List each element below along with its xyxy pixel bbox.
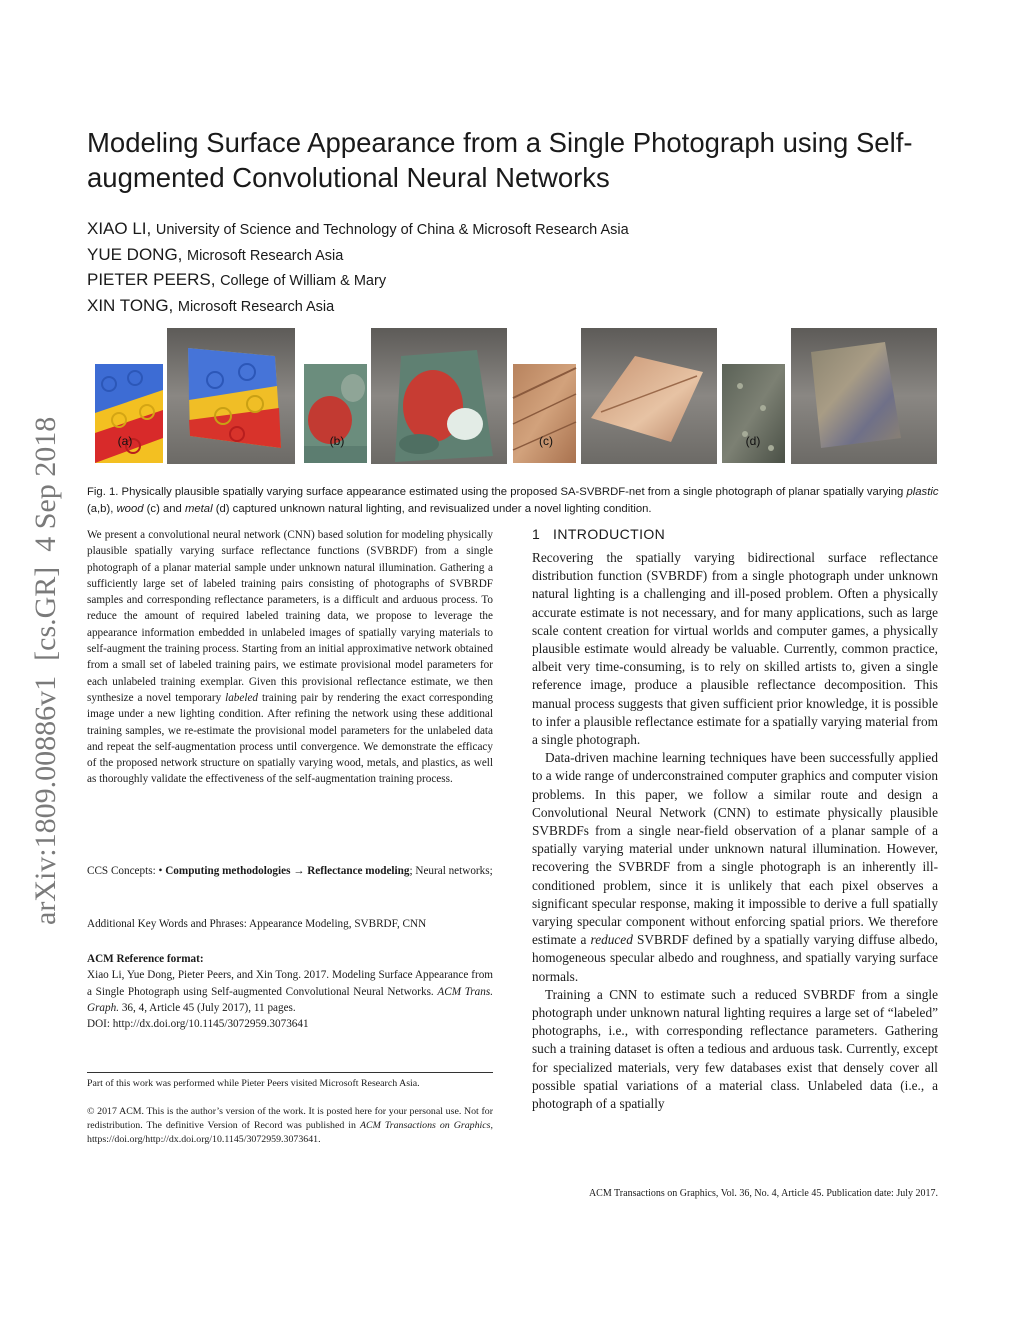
- author-entry: [87, 294, 947, 320]
- arxiv-stamp-text: arXiv:1809.00886v1 [cs.GR] 4 Sep 2018: [29, 416, 62, 925]
- ccs-concepts: [87, 863, 493, 879]
- panel-label-d: (d): [745, 434, 761, 448]
- panel-a-render: [167, 328, 295, 464]
- panel-c-render: [581, 328, 717, 464]
- author-affiliation: University of Science and Technology of China & Microsoft Research Asia: [155, 222, 629, 238]
- panel-d-input-photo: [722, 364, 785, 463]
- intro-paragraph: Recovering the spatially varying bidirectional surface reflectance distribution function (SVBRDF) from a single photograph under unknown natural lighting is a challenging and ill-posed problem. Often a physically accurate estimate is not necessary, and for many applications, such as large scale content creation for virtual worlds and computer games, a physically plausible estimate would already be valuable. Currently, common practice, albeit very time-consuming, is to rely on skilled artists to, given a single reference image, produce a plausible reflectance decomposition. This manual process suggests that given sufficient prior knowledge, it is possible to infer a plausible reflectance estimate for a spatially varying material from a single photograph.: [532, 550, 938, 748]
- copyright-text: , https://doi.org/http://dx.doi.org/10.1145/3072959.3073641.: [87, 1119, 493, 1145]
- caption-emph: metal: [184, 502, 213, 515]
- intro-emph: reduced: [590, 932, 633, 948]
- abstract-text: training pair by rendering the exact corresponding image under a new lighting condition. After refining the network using these additional training samples, we re-estimate the provisional model parameters for the unlabeled data and repeat the self-augmentation process until convergence. We demonstrate the efficacy of the proposed network structure on spatially varying wood, metals, and plastics, as well as thoroughly validate the effectiveness of the self-augmentation training process.: [87, 691, 493, 786]
- intro-text: SVBRDF defined by a spatially varying diffuse albedo, homogeneous specular albedo and roughness, and spatially varying surface normals.: [532, 932, 938, 984]
- abstract-emph: labeled: [225, 691, 259, 704]
- caption-emph: plastic: [906, 486, 939, 498]
- author-entry: [87, 268, 947, 294]
- acm-reference-text: Xiao Li, Yue Dong, Pieter Peers, and Xin Tong. 2017. Modeling Surface Appearance from a Single Photograph using Self-augmented Convolutional Neural Networks.: [87, 969, 493, 998]
- figure-panels: [95, 328, 937, 464]
- section-heading-introduction: 1 INTRODUCTION: [532, 526, 666, 542]
- acm-reference: [87, 951, 493, 1032]
- acm-reference-text: 36, 4, Article 45 (July 2017), 11 pages.: [119, 1001, 296, 1014]
- abstract: [87, 527, 493, 788]
- intro-paragraph: [532, 749, 938, 986]
- author-entry: [87, 243, 947, 269]
- panel-b-input-photo: [304, 364, 367, 463]
- figure-caption: [87, 484, 942, 517]
- panel-label-a: (a): [117, 434, 133, 448]
- footnote: Part of this work was performed while Pieter Peers visited Microsoft Research Asia.: [87, 1078, 420, 1089]
- author-affiliation: Microsoft Research Asia: [177, 298, 335, 315]
- caption-text: (a,b),: [87, 502, 117, 515]
- keywords: Additional Key Words and Phrases: Appearance Modeling, SVBRDF, CNN: [87, 918, 427, 930]
- acm-reference-heading: ACM Reference format:: [87, 953, 204, 965]
- introduction-body: [532, 549, 938, 1113]
- intro-text: Data-driven machine learning techniques have been successfully applied to a wide range of underconstrained computer graphics and computer vision problems. In this paper, we follow a similar route and design a Convolutional Neural Network (CNN) to estimate physically plausible SVBRDFs from a single near-field observation of a planar sample of a spatially varying material under unknown natural illumination. However, recovering the SVBRDF from a single photograph is an inherently ill-conditioned problem, since it is unlikely that each pixel observes a significant specular response, making it impossible to derive a full spatially varying specular component without enforcing spatial priors. We therefore estimate a: [532, 750, 938, 948]
- intro-paragraph: Training a CNN to estimate such a reduced SVBRDF from a single photograph under unknown natural lighting requires a large set of “labeled” photographs, i.e., with corresponding reflectance parameters. Gathering such a training dataset is often a tedious and arduous task. Currently, except for specialized materials, very few databases exist that densely cover all possible spatial variations of a material class. Unlabeled data (i.e., a photograph of a spatially: [532, 986, 938, 1112]
- author-name: XIN TONG,: [87, 295, 174, 315]
- panel-c-input-photo: [513, 364, 576, 463]
- panel-d-render: [791, 328, 937, 464]
- figure-1: [95, 328, 937, 464]
- author-entry: [87, 217, 947, 243]
- abstract-text: We present a convolutional neural network (CNN) based solution for modeling physically plausible spatially varying surface reflectance functions (SVBRDF) from a single photograph of a planar material sample under unknown natural illumination. Gathering a sufficiently large set of labeled training pairs consisting of photographs of SVBRDF samples and corresponding reflectance parameters, is a difficult and arduous process. To reduce the amount of required labeled training data, we propose to leverage the appearance information embedded in unlabeled images of spatially varying materials to self-augment the training process. Starting from an initial approximative network obtained from a small set of labeled training pairs, we estimate provisional model parameters for each unlabeled training exemplar. Given this provisional reflectance estimate, we then synthesize a novel temporary: [87, 529, 493, 704]
- panel-b-render: [371, 328, 507, 464]
- paper-title: Modeling Surface Appearance from a Single Photograph using Self-augmented Convolutional Neural Networks: [87, 127, 913, 193]
- ccs-suffix: ; Neural networks;: [409, 865, 493, 877]
- footnote-rule: [87, 1072, 493, 1073]
- author-affiliation: Microsoft Research Asia: [187, 247, 344, 264]
- caption-text: Fig. 1. Physically plausible spatially varying surface appearance estimated using the proposed SA-SVBRDF-net from a single photograph of planar spatially varying: [87, 486, 907, 498]
- author-name: XIAO LI,: [87, 219, 152, 238]
- running-footer: ACM Transactions on Graphics, Vol. 36, No. 4, Article 45. Publication date: July 2017.: [588, 1188, 938, 1199]
- copyright-journal: ACM Transactions on Graphics: [359, 1119, 491, 1131]
- panel-label-b: (b): [329, 434, 345, 448]
- panel-label-c: (c): [539, 434, 553, 448]
- acm-reference-journal: ACM Trans. Graph.: [87, 985, 493, 1014]
- ccs-concept: Computing methodologies → Reflectance modeling: [165, 865, 410, 877]
- doi-link[interactable]: DOI: http://dx.doi.org/10.1145/3072959.3073641: [87, 1018, 309, 1031]
- author-name: YUE DONG,: [87, 244, 183, 264]
- panel-a-input-photo: [95, 364, 163, 463]
- author-name: PIETER PEERS,: [87, 270, 216, 289]
- copyright-text: © 2017 ACM. This is the author’s version of the work. It is posted here for your personal use. Not for redistribution. The definitive Version of Record was published in: [87, 1106, 493, 1131]
- caption-emph: wood: [116, 502, 144, 515]
- caption-text: (d) captured unknown natural lighting, and revisualized under a novel lighting condition.: [212, 502, 652, 515]
- author-affiliation: College of William & Mary: [220, 273, 387, 289]
- arxiv-stamp: [17, 365, 63, 925]
- caption-text: (c) and: [143, 502, 185, 515]
- copyright-notice: [87, 1105, 493, 1146]
- author-list: [87, 217, 947, 319]
- ccs-prefix: CCS Concepts: •: [87, 865, 166, 877]
